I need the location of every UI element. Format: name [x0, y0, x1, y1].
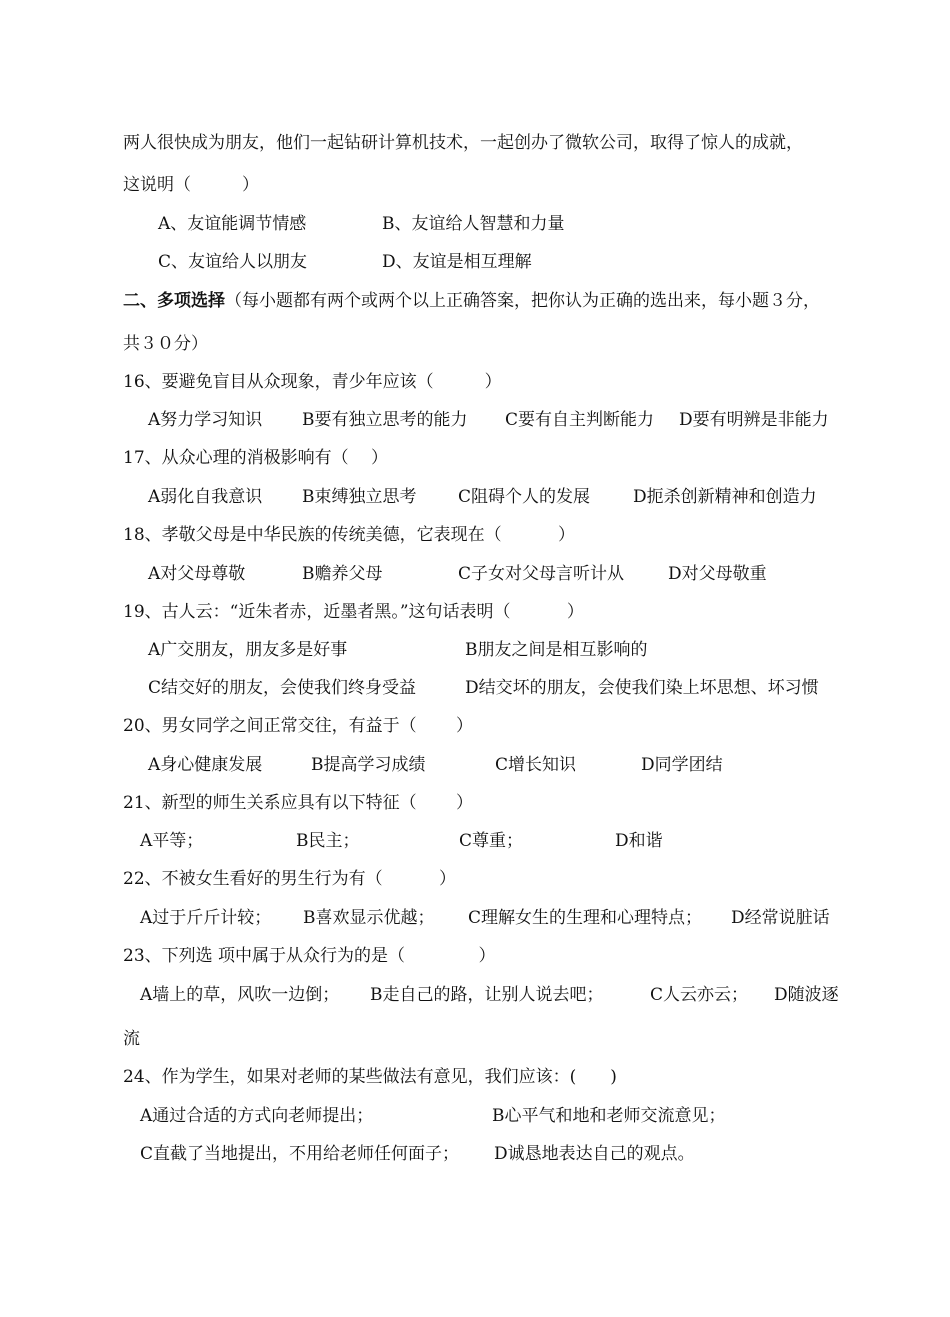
q16-option-a: A努力学习知识	[148, 410, 263, 430]
q19-option-b: B朋友之间是相互影响的	[465, 640, 648, 660]
q21-stem: 21、新型的师生关系应具有以下特征（ ）	[123, 793, 474, 813]
q22-stem: 22、不被女生看好的男生行为有（ ）	[123, 869, 457, 889]
q18-option-c: C子女对父母言听计从	[458, 564, 625, 584]
q19-option-d: D结交坏的朋友，会使我们染上坏思想、坏习惯	[465, 678, 819, 698]
q16-option-b: B要有独立思考的能力	[302, 410, 468, 430]
section2-desc: （每小题都有两个或两个以上正确答案，把你认为正确的选出来，每小题３分，	[225, 291, 820, 311]
q19-stem: 19、古人云：“近朱者赤，近墨者黑。”这句话表明（ ）	[123, 602, 584, 622]
q20-stem: 20、男女同学之间正常交往，有益于（ ）	[123, 716, 474, 736]
q22-option-a: A过于斤斤计较；	[140, 908, 272, 928]
q20-option-d: D同学团结	[641, 755, 723, 775]
intro-line-1: 两人很快成为朋友，他们一起钻研计算机技术，一起创办了微软公司，取得了惊人的成就，	[123, 133, 803, 153]
q21-option-b: B民主；	[296, 831, 360, 851]
q16-option-c: C要有自主判断能力	[505, 410, 655, 430]
q23-option-d-continuation: 流	[123, 1029, 140, 1049]
q23-option-c: C人云亦云；	[650, 985, 749, 1005]
q21-option-d: D和谐	[615, 831, 663, 851]
q23-option-a: A墙上的草，风吹一边倒；	[140, 985, 340, 1005]
q15-option-a: A、友谊能调节情感	[158, 214, 307, 234]
q24-option-d: D诚恳地表达自己的观点。	[494, 1144, 695, 1164]
q18-option-b: B赡养父母	[302, 564, 383, 584]
section2-title: 二、多项选择	[123, 291, 225, 311]
q19-option-c: C结交好的朋友，会使我们终身受益	[148, 678, 417, 698]
q15-option-b: B、友谊给人智慧和力量	[382, 214, 565, 234]
q16-stem: 16、要避免盲目从众现象，青少年应该（ ）	[123, 372, 502, 392]
section2-desc-cont: 共３０分）	[123, 334, 208, 354]
q18-stem: 18、孝敬父母是中华民族的传统美德，它表现在（ ）	[123, 525, 576, 545]
q23-stem: 23、下列选 项中属于从众行为的是（ ）	[123, 946, 496, 966]
q22-option-d: D经常说脏话	[731, 908, 830, 928]
q17-option-b: B束缚独立思考	[302, 487, 417, 507]
intro-line-2: 这说明（ ）	[123, 175, 259, 195]
q16-option-d: D要有明辨是非能力	[679, 410, 829, 430]
q20-option-a: A身心健康发展	[148, 755, 263, 775]
q24-option-a: A通过合适的方式向老师提出；	[140, 1106, 374, 1126]
q20-option-b: B提高学习成绩	[311, 755, 426, 775]
q23-option-b: B走自己的路，让别人说去吧；	[370, 985, 604, 1005]
q24-option-c: C直截了当地提出，不用给老师任何面子；	[140, 1144, 460, 1164]
q21-option-c: C尊重；	[459, 831, 524, 851]
q17-option-c: C阻碍个人的发展	[458, 487, 591, 507]
q22-option-b: B喜欢显示优越；	[303, 908, 435, 928]
q19-option-a: A广交朋友，朋友多是好事	[148, 640, 348, 660]
q15-option-c: C、友谊给人以朋友	[158, 252, 308, 272]
q24-option-b: B心平气和地和老师交流意见；	[492, 1106, 726, 1126]
q17-option-d: D扼杀创新精神和创造力	[633, 487, 817, 507]
q20-option-c: C增长知识	[495, 755, 577, 775]
q24-stem: 24、作为学生，如果对老师的某些做法有意见，我们应该：( )	[123, 1067, 617, 1087]
q18-option-a: A对父母尊敬	[148, 564, 246, 584]
q18-option-d: D对父母敬重	[668, 564, 767, 584]
q17-stem: 17、从众心理的消极影响有（ ）	[123, 448, 389, 468]
q23-option-d: D随波逐	[774, 985, 839, 1005]
q21-option-a: A平等；	[140, 831, 204, 851]
q22-option-c: C理解女生的生理和心理特点；	[468, 908, 703, 928]
q17-option-a: A弱化自我意识	[148, 487, 263, 507]
section2-heading	[123, 289, 820, 313]
q15-option-d: D、友谊是相互理解	[382, 252, 532, 272]
